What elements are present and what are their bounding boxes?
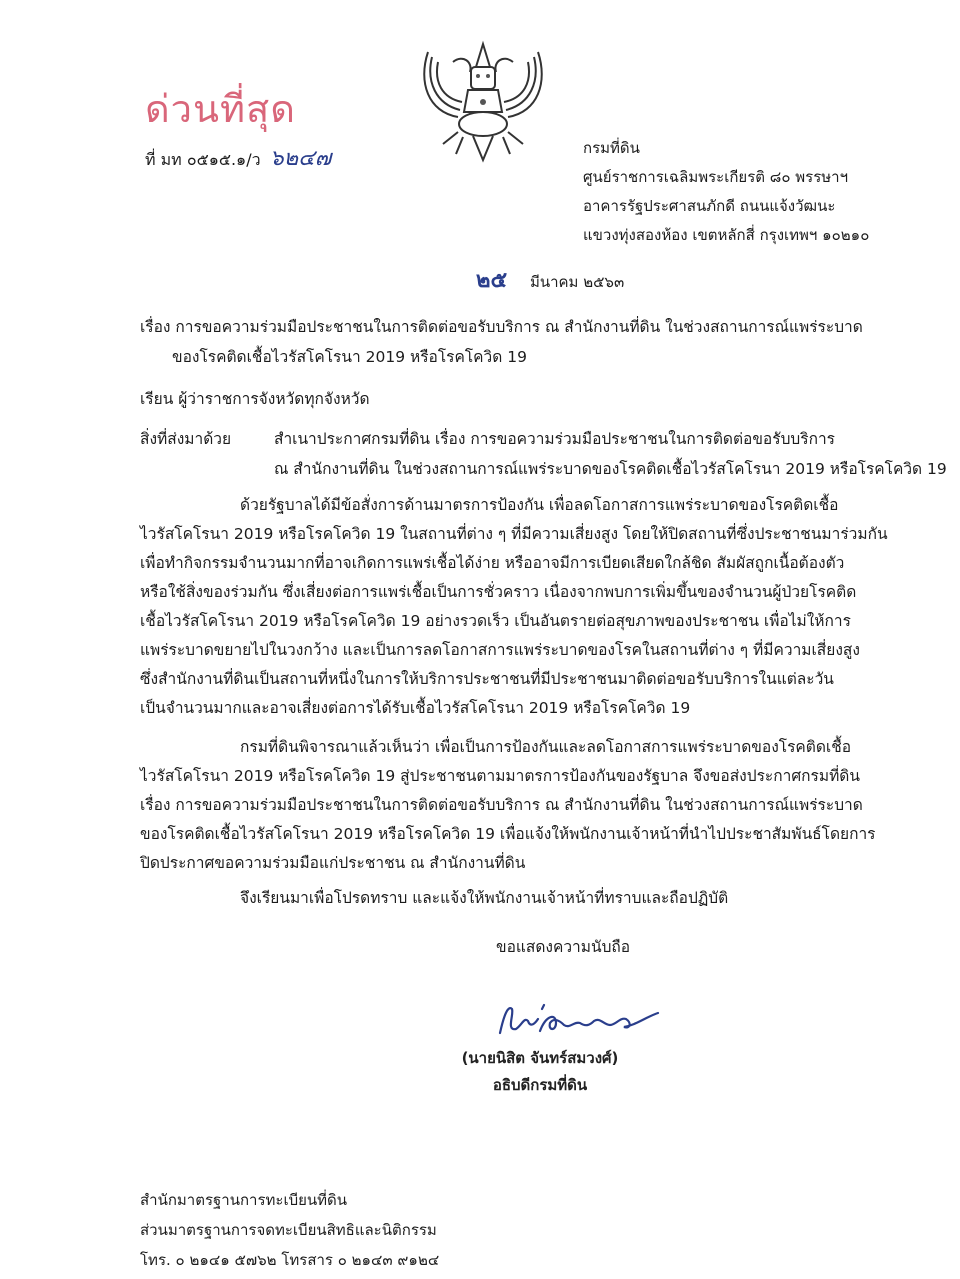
- signature-scribble-icon: [490, 995, 670, 1045]
- date-month-year: มีนาคม ๒๕๖๓: [529, 273, 625, 291]
- address-line: กรมที่ดิน: [583, 139, 640, 157]
- address-line: อาคารรัฐประศาสนภักดี ถนนแจ้งวัฒนะ: [583, 197, 836, 215]
- garuda-emblem-icon: [418, 32, 548, 167]
- urgency-stamp: ด่วนที่สุด: [145, 87, 296, 131]
- subject-line-1: เรื่อง การขอความร่วมมือประชาชนในการติดต่อขอรับบริการ ณ สำนักงานที่ดิน ในช่วงสถานการณ์แพร่ระบาด: [140, 318, 863, 336]
- signatory-position: อธิบดีกรมที่ดิน: [492, 1076, 588, 1094]
- footer-line: โทร. ๐ ๒๑๔๑ ๕๗๖๒ โทรสาร ๐ ๒๑๔๓ ๙๑๒๔: [140, 1251, 440, 1269]
- date-day-handwritten: ๒๕: [476, 268, 508, 293]
- enclosure-label: สิ่งที่ส่งมาด้วย: [140, 430, 232, 448]
- enclosure-line-1: สำเนาประกาศกรมที่ดิน เรื่อง การขอความร่วมมือประชาชนในการติดต่อขอรับบริการ: [274, 430, 835, 448]
- paragraph-line: เพื่อทำกิจกรรมจำนวนมากที่อาจเกิดการแพร่เชื้อได้ง่าย หรืออาจมีการเบียดเสียดใกล้ชิด สัมผัสถูกเนื้อต้องตัว: [140, 554, 845, 572]
- paragraph-line: ไวรัสโคโรนา 2019 หรือโรคโควิด 19 ในสถานที่ต่าง ๆ ที่มีความเสี่ยงสูง โดยให้ปิดสถานที่ซึ่งประชาชนมาร่วมกัน: [140, 525, 888, 543]
- footer-line: สำนักมาตรฐานการทะเบียนที่ดิน: [140, 1191, 348, 1209]
- paragraph-line: ของโรคติดเชื้อไวรัสโคโรนา 2019 หรือโรคโควิด 19 เพื่อแจ้งให้พนักงานเจ้าหน้าที่นำไปประชาสัมพันธ์โดยการ: [140, 825, 876, 843]
- subject-line-2: ของโรคติดเชื้อไวรัสโคโรนา 2019 หรือโรคโควิด 19: [172, 348, 527, 366]
- reference-number: [145, 140, 331, 175]
- paragraph-line: ไวรัสโคโรนา 2019 หรือโรคโควิด 19 สู่ประชาชนตามมาตรการป้องกันของรัฐบาล จึงขอส่งประกาศกรมที่ดิน: [140, 767, 860, 785]
- paragraph-line: ปิดประกาศขอความร่วมมือแก่ประชาชน ณ สำนักงานที่ดิน: [140, 854, 526, 872]
- closing-line: จึงเรียนมาเพื่อโปรดทราบ และแจ้งให้พนักงานเจ้าหน้าที่ทราบและถือปฏิบัติ: [240, 889, 729, 907]
- address-line: ศูนย์ราชการเฉลิมพระเกียรติ ๘๐ พรรษาฯ: [583, 168, 849, 186]
- letter-date: [476, 262, 624, 297]
- footer-line: ส่วนมาตรฐานการจดทะเบียนสิทธิและนิติกรรม: [140, 1221, 437, 1239]
- addressee: เรียน ผู้ว่าราชการจังหวัดทุกจังหวัด: [140, 390, 370, 408]
- reference-prefix: ที่ มท ๐๕๑๕.๑/ว: [145, 150, 261, 169]
- enclosure-line-2: ณ สำนักงานที่ดิน ในช่วงสถานการณ์แพร่ระบาดของโรคติดเชื้อไวรัสโคโรนา 2019 หรือโรคโควิด 19: [274, 460, 947, 478]
- paragraph-line: เรื่อง การขอความร่วมมือประชาชนในการติดต่อขอรับบริการ ณ สำนักงานที่ดิน ในช่วงสถานการณ์แพร่ระบาด: [140, 796, 863, 814]
- paragraph-line: ด้วยรัฐบาลได้มีข้อสั่งการด้านมาตรการป้องกัน เพื่อลดโอกาสการแพร่ระบาดของโรคติดเชื้อ: [240, 496, 839, 514]
- paragraph-line: กรมที่ดินพิจารณาแล้วเห็นว่า เพื่อเป็นการป้องกันและลดโอกาสการแพร่ระบาดของโรคติดเชื้อ: [240, 738, 852, 756]
- paragraph-line: ซึ่งสำนักงานที่ดินเป็นสถานที่หนึ่งในการให้บริการประชาชนที่มีประชาชนมาติดต่อขอรับบริการในแต่ละวัน: [140, 670, 834, 688]
- footer-contact: [140, 1185, 439, 1275]
- paragraph-line: เชื้อไวรัสโคโรนา 2019 หรือโรคโควิด 19 อย่างรวดเร็ว เป็นอันตรายต่อสุขภาพของประชาชน เพื่อไม่ให้การ: [140, 612, 851, 630]
- reference-handwritten-number: ๖๒๔๗: [269, 146, 332, 171]
- paragraph-line: แพร่ระบาดขยายไปในวงกว้าง และเป็นการลดโอกาสการแพร่ระบาดของโรคในสถานที่ต่าง ๆ ที่มีความเสี่ยงสูง: [140, 641, 860, 659]
- paragraph-line: หรือใช้สิ่งของร่วมกัน ซึ่งเสี่ยงต่อการแพร่เชื้อเป็นการชั่วคราว เนื่องจากพบการเพิ่มขึ้นของจำนวนผู้ป่วยโรคติด: [140, 583, 857, 601]
- address-line: แขวงทุ่งสองห้อง เขตหลักสี่ กรุงเทพฯ ๑๐๒๑๐: [583, 226, 870, 244]
- signatory-name: (นายนิสิต จันทร์สมวงศ์): [461, 1049, 619, 1067]
- regards: ขอแสดงความนับถือ: [496, 938, 631, 956]
- sender-address: [583, 134, 869, 250]
- paragraph-line: เป็นจำนวนมากและอาจเสี่ยงต่อการได้รับเชื้อไวรัสโคโรนา 2019 หรือโรคโควิด 19: [140, 699, 691, 717]
